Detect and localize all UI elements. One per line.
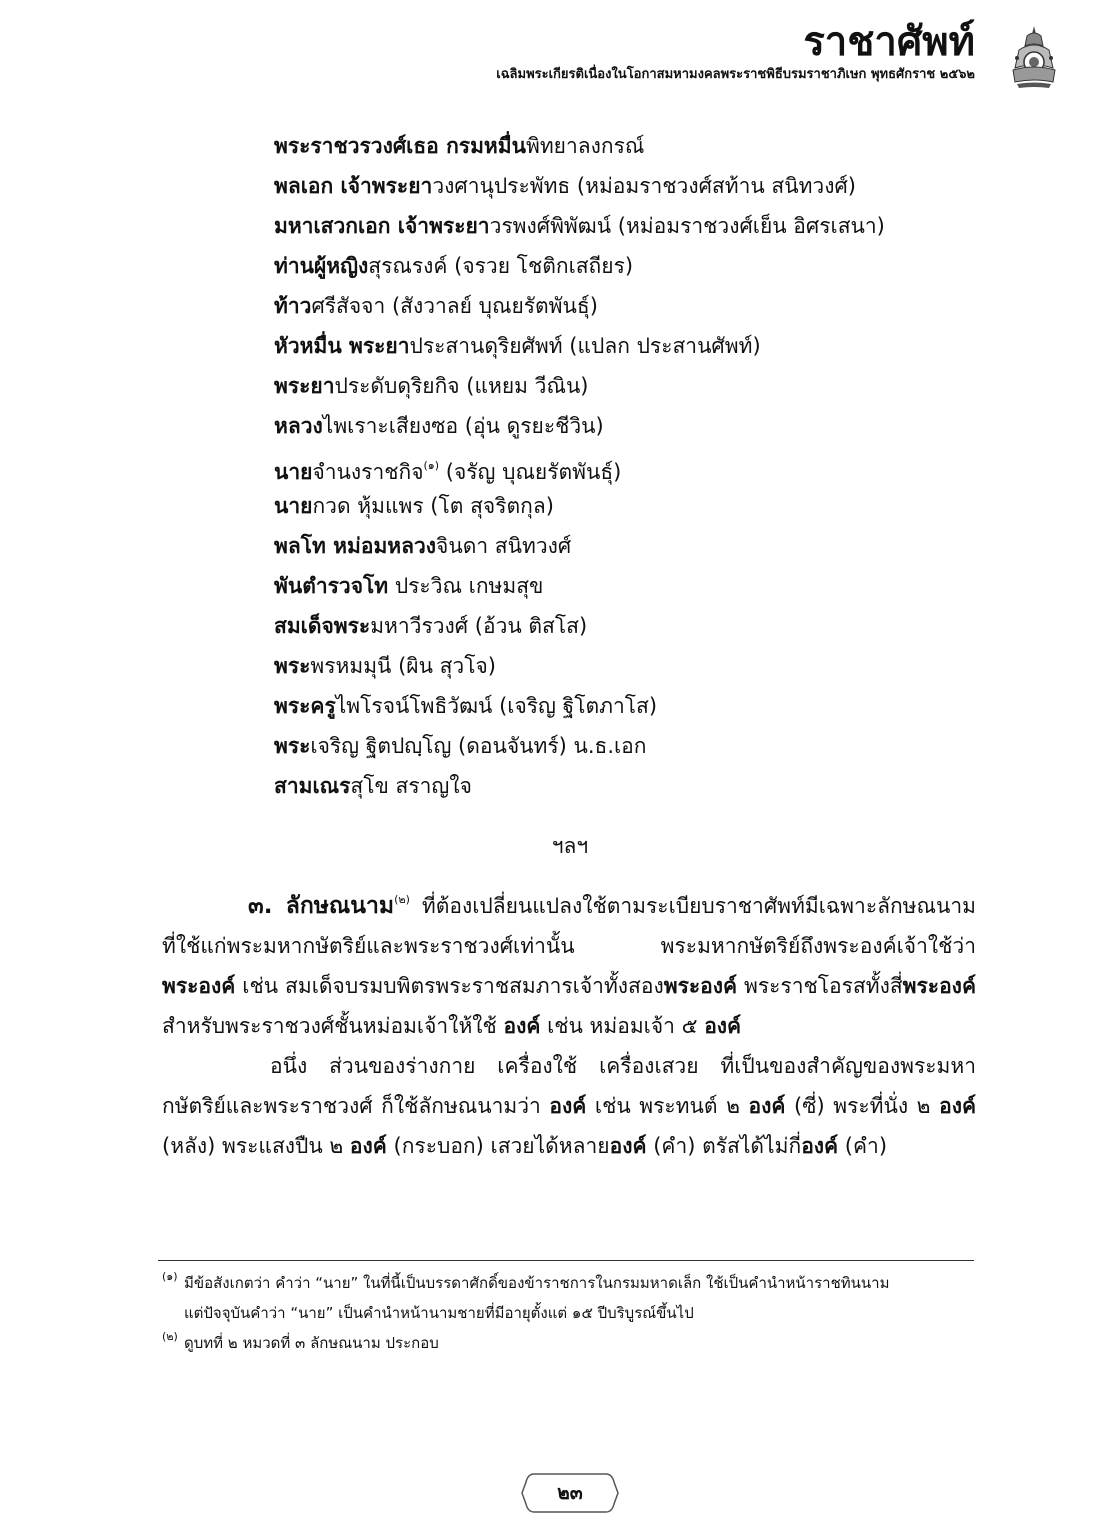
- name-text: เจริญ ฐิตปญฺโญ (ดอนจันทร์) น.ธ.เอก: [310, 734, 647, 758]
- list-item: [274, 246, 1034, 286]
- section-heading: ๓. ลักษณนาม: [248, 893, 395, 919]
- list-item: [274, 326, 1034, 366]
- text-run: เช่น สมเด็จบรมบพิตรพระราชสมภารเจ้าทั้งสอง: [235, 974, 664, 998]
- name-title: มหาเสวกเอก เจ้าพระยา: [274, 214, 490, 238]
- body-text: [162, 880, 976, 1166]
- name-title: พลเอก เจ้าพระยา: [274, 174, 433, 198]
- text-run: (กระบอก) เสวยได้หลาย: [386, 1134, 610, 1158]
- name-title: พระ: [274, 654, 311, 678]
- name-text: พรหมมุนี (ผิน สุวโจ): [310, 654, 497, 678]
- royal-crown-emblem-icon: [1009, 24, 1059, 90]
- name-text: จำนงราชกิจ: [312, 460, 424, 484]
- name-title: ท้าว: [274, 294, 312, 318]
- name-title: สมเด็จพระ: [274, 614, 371, 638]
- list-item: [274, 686, 1034, 726]
- bold-term: พระองค์: [162, 974, 236, 998]
- bold-term: องค์: [549, 1094, 587, 1118]
- footnote-ref: (๑): [423, 459, 440, 472]
- name-title: สามเณร: [274, 774, 351, 798]
- text-run: ที่ต้องเปลี่ยนแปลงใช้ตามระเบียบราชาศัพท์มีเฉพาะลักษณนามที่ใช้แก่พระมหากษัตริย์และพระราชวงศ์เท่านั้น พระมหากษัตริย์ถึงพระองค์เจ้าใช้ว่า: [162, 894, 976, 958]
- text-run: พระราชโอรสทั้งสี่: [737, 974, 903, 998]
- text-run: สำหรับพระราชวงศ์ชั้นหม่อมเจ้าให้ใช้: [162, 1014, 504, 1038]
- name-text: ประสานดุริยศัพท์ (แปลก ประสานศัพท์): [409, 334, 761, 358]
- text-run: เช่น พระทนต์ ๒: [586, 1094, 749, 1118]
- list-item: [274, 526, 1034, 566]
- header-subtitle: เฉลิมพระเกียรติเนื่องในโอกาสมหามงคลพระราชพิธีบรมราชาภิเษก พุทธศักราช ๒๕๖๒: [496, 67, 975, 82]
- name-text: ไพเราะเสียงซอ (อุ่น ดูรยะชีวิน): [322, 414, 604, 438]
- text-run: อนึ่ง ส่วนของร่างกาย เครื่องใช้ เครื่องเสวย ที่เป็นของสำคัญของพระมหากษัตริย์และพระราชวงศ์ ก็ใช้ลักษณนามว่า: [162, 1054, 976, 1118]
- footnotes: [162, 1268, 976, 1358]
- text-run: เช่น หม่อมเจ้า ๕: [540, 1014, 705, 1038]
- text-run: (ซี่) พระที่นั่ง ๒: [785, 1094, 940, 1118]
- name-title: นาย: [274, 494, 313, 518]
- footnote-number: (๑): [162, 1270, 178, 1283]
- name-title: ท่านผู้หญิง: [274, 254, 369, 278]
- paragraph-classifier: [162, 880, 976, 1046]
- text-run: (คำ): [838, 1134, 888, 1158]
- name-title: พระ: [274, 734, 311, 758]
- bold-term: องค์: [939, 1094, 976, 1118]
- footnote-text: แต่ปัจจุบันคำว่า “นาย” เป็นคำนำหน้านามชายที่มีอายุตั้งแต่ ๑๕ ปีบริบูรณ์ขึ้นไป: [184, 1304, 694, 1322]
- name-title: พลโท หม่อมหลวง: [274, 534, 437, 558]
- name-text: ไพโรจน์โพธิวัฒน์ (เจริญ ฐิโตภาโส): [335, 694, 658, 718]
- name-text: ศรีสัจจา (สังวาลย์ บุณยรัตพันธุ์): [311, 294, 598, 318]
- bold-term: องค์: [748, 1094, 786, 1118]
- list-item: [274, 286, 1034, 326]
- name-text: พิทยาลงกรณ์: [525, 134, 645, 158]
- footnote-divider: [158, 1260, 974, 1261]
- list-item: [274, 446, 1034, 486]
- list-item: [274, 486, 1034, 526]
- name-text: มหาวีรวงศ์ (อ้วน ติสโส): [370, 614, 588, 638]
- footnote-text: มีข้อสังเกตว่า คำว่า “นาย” ในที่นี้เป็นบรรดาศักดิ์ของข้าราชการในกรมมหาดเล็ก ใช้เป็นคำนำหน้าราชทินนาม: [184, 1274, 890, 1292]
- list-item: [274, 566, 1034, 606]
- name-title: พระยา: [274, 374, 335, 398]
- footnote-ref: (๒): [394, 893, 410, 906]
- bold-term: องค์: [704, 1014, 742, 1038]
- text-run: (คำ) ตรัสได้ไม่กี่: [646, 1134, 802, 1158]
- name-text: วรพงศ์พิพัฒน์ (หม่อมราชวงศ์เย็น อิศรเสนา): [489, 214, 885, 238]
- bold-term: องค์: [349, 1134, 387, 1158]
- list-item: [274, 406, 1034, 446]
- name-text: สุโข สราญใจ: [350, 774, 472, 798]
- footnote-number: (๒): [162, 1330, 178, 1343]
- text-run: (หลัง) พระแสงปืน ๒: [162, 1134, 350, 1158]
- list-item: [274, 606, 1034, 646]
- name-title: พระราชวรวงศ์เธอ กรมหมื่น: [274, 134, 526, 158]
- bold-term: องค์: [609, 1134, 647, 1158]
- name-text: วงศานุประพัทธ (หม่อมราชวงศ์สท้าน สนิทวงศ์): [432, 174, 857, 198]
- name-text: ประดับดุริยกิจ (แหยม วีณิน): [334, 374, 589, 398]
- name-title: พระครู: [274, 694, 336, 718]
- list-item: [274, 646, 1034, 686]
- name-text: จินดา สนิทวงศ์: [436, 534, 572, 558]
- paragraph-body-parts: [162, 1046, 976, 1166]
- footnote-item: [162, 1268, 976, 1328]
- list-item: [274, 366, 1034, 406]
- name-text: ประวิณ เกษมสุข: [388, 574, 544, 598]
- list-item: [274, 206, 1034, 246]
- list-item: [274, 726, 1034, 766]
- name-text: สุรณรงค์ (จรวย โชติกเสถียร): [368, 254, 634, 278]
- name-title: หัวหมื่น พระยา: [274, 334, 410, 358]
- name-title: หลวง: [274, 414, 323, 438]
- bold-term: พระองค์: [663, 974, 738, 998]
- name-title: พันตำรวจโท: [274, 574, 389, 598]
- list-item: [274, 126, 1034, 166]
- bold-term: องค์: [503, 1014, 541, 1038]
- name-text: กวด หุ้มแพร (โต สุจริตกุล): [312, 494, 554, 518]
- etc-mark: ฯลฯ: [551, 834, 589, 858]
- footnote-text: ดูบทที่ ๒ หมวดที่ ๓ ลักษณนาม ประกอบ: [184, 1334, 439, 1352]
- bold-term: พระองค์: [902, 974, 976, 998]
- name-list: [274, 126, 1034, 806]
- list-item: [274, 766, 1034, 806]
- header-title: ราชาศัพท์: [803, 18, 975, 65]
- list-item: [274, 166, 1034, 206]
- footnote-item: [162, 1328, 976, 1358]
- page-number: ๒๓: [557, 1482, 583, 1504]
- name-text-after: (จรัญ บุณยรัตพันธุ์): [439, 460, 622, 484]
- name-title: นาย: [274, 460, 313, 484]
- bold-term: องค์: [801, 1134, 839, 1158]
